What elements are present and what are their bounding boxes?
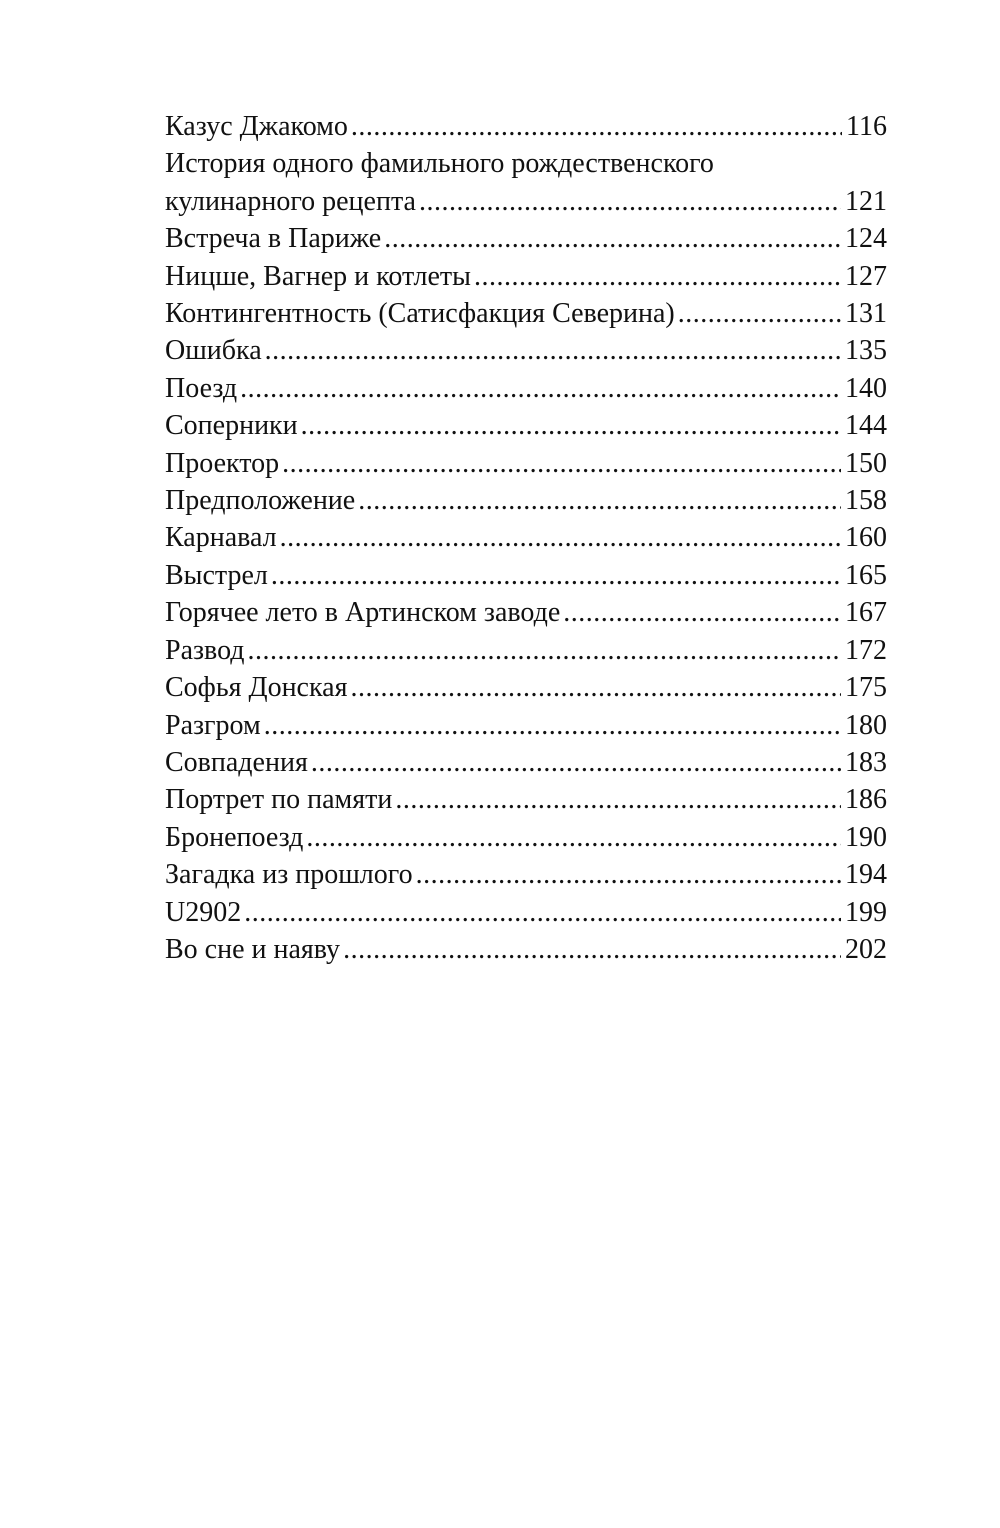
dot-leader xyxy=(474,258,841,295)
toc-entry-page: 158 xyxy=(845,485,887,517)
toc-entry xyxy=(165,707,887,744)
dot-leader xyxy=(311,744,841,781)
toc-entry-title: Совпадения xyxy=(165,746,308,778)
toc-entry-page: 186 xyxy=(845,784,887,816)
dot-leader xyxy=(271,557,841,594)
toc-entry-title: Загадка из прошлого xyxy=(165,859,413,891)
dot-leader xyxy=(280,519,841,556)
toc-entry-page: 127 xyxy=(845,260,887,292)
dot-leader xyxy=(351,108,842,145)
dot-leader xyxy=(419,183,841,220)
toc-entry xyxy=(165,632,887,669)
toc-entry-title: Встреча в Париже xyxy=(165,223,382,255)
toc-entry xyxy=(165,220,887,257)
toc-entry-title: Развод xyxy=(165,634,245,666)
dot-leader xyxy=(264,707,841,744)
toc-entry-title: Софья Донская xyxy=(165,672,348,704)
toc-entry xyxy=(165,519,887,556)
toc-entry-page: 190 xyxy=(845,821,887,853)
toc-entry-page: 116 xyxy=(846,111,887,142)
dot-leader xyxy=(282,445,841,482)
toc-entry xyxy=(165,332,887,369)
toc-entry xyxy=(165,594,887,631)
toc-entry xyxy=(165,819,887,856)
toc-entry-page: 144 xyxy=(845,410,887,442)
dot-leader xyxy=(563,594,841,631)
toc-entry-page: 199 xyxy=(845,896,887,928)
dot-leader xyxy=(384,220,841,257)
toc-entry-page: 194 xyxy=(845,859,887,891)
toc-entry-page: 160 xyxy=(845,522,887,554)
toc-entry xyxy=(165,370,887,407)
toc-entry xyxy=(165,482,887,519)
dot-leader xyxy=(240,370,841,407)
toc-entry-page: 175 xyxy=(845,672,887,704)
dot-leader xyxy=(358,482,841,519)
toc-entry xyxy=(165,407,887,444)
toc-entry-title: Предположение xyxy=(165,485,356,517)
toc-entry xyxy=(165,894,887,931)
toc-entry xyxy=(165,145,887,220)
toc-entry-page: 150 xyxy=(845,447,887,479)
toc-entry-page: 180 xyxy=(845,709,887,741)
dot-leader xyxy=(244,894,841,931)
toc-entry-title: кулинарного рецепта xyxy=(165,185,416,217)
toc-entry-title: Разгром xyxy=(165,709,261,741)
toc-entry xyxy=(165,744,887,781)
toc-entry-page: 140 xyxy=(845,372,887,404)
toc-entry-title: Ошибка xyxy=(165,335,262,367)
toc-entry xyxy=(165,781,887,818)
toc-entry-title: U2902 xyxy=(165,896,242,928)
toc-entry xyxy=(165,931,887,968)
toc-entry xyxy=(165,108,887,145)
toc-entry-title: Ницше, Вагнер и котлеты xyxy=(165,260,471,292)
toc-entry xyxy=(165,258,887,295)
toc-entry-title: Выстрел xyxy=(165,559,268,591)
toc-entry xyxy=(165,856,887,893)
dot-leader xyxy=(265,332,841,369)
toc-entry-title: Соперники xyxy=(165,410,298,442)
toc-entry xyxy=(165,669,887,706)
toc-entry-page: 167 xyxy=(845,597,887,629)
dot-leader xyxy=(395,781,841,818)
toc-entry xyxy=(165,445,887,482)
dot-leader xyxy=(350,669,841,706)
toc-entry-title: Контингентность (Сатисфакция Северина) xyxy=(165,298,675,330)
toc-entry-page: 131 xyxy=(845,298,887,330)
toc-entry-title: Горячее лето в Артинском заводе xyxy=(165,597,561,629)
toc-entry xyxy=(165,557,887,594)
dot-leader xyxy=(248,632,841,669)
toc-entry-title: Казус Джакомо xyxy=(165,111,348,142)
toc-entry-page: 172 xyxy=(845,634,887,666)
toc-entry-page: 165 xyxy=(845,559,887,591)
toc-entry-title: Проектор xyxy=(165,447,280,479)
dot-leader xyxy=(343,931,841,968)
toc-entry-page: 183 xyxy=(845,746,887,778)
toc-entry-page: 202 xyxy=(845,933,887,965)
toc-entry-page: 124 xyxy=(845,223,887,255)
dot-leader xyxy=(301,407,841,444)
toc-entry-title: Во сне и наяву xyxy=(165,933,341,965)
toc-entry-title: Карнавал xyxy=(165,522,277,554)
toc-entry-title: Портрет по памяти xyxy=(165,784,393,816)
toc-entry-title-first-line: История одного фамильного рождественского xyxy=(165,148,714,180)
dot-leader xyxy=(678,295,841,332)
toc-entry-page: 121 xyxy=(845,185,887,217)
dot-leader xyxy=(416,856,841,893)
dot-leader xyxy=(306,819,841,856)
toc-entry-page: 135 xyxy=(845,335,887,367)
toc-entry-title: Бронепоезд xyxy=(165,821,304,853)
toc-entry xyxy=(165,295,887,332)
table-of-contents xyxy=(165,108,887,968)
toc-entry-title: Поезд xyxy=(165,372,238,404)
